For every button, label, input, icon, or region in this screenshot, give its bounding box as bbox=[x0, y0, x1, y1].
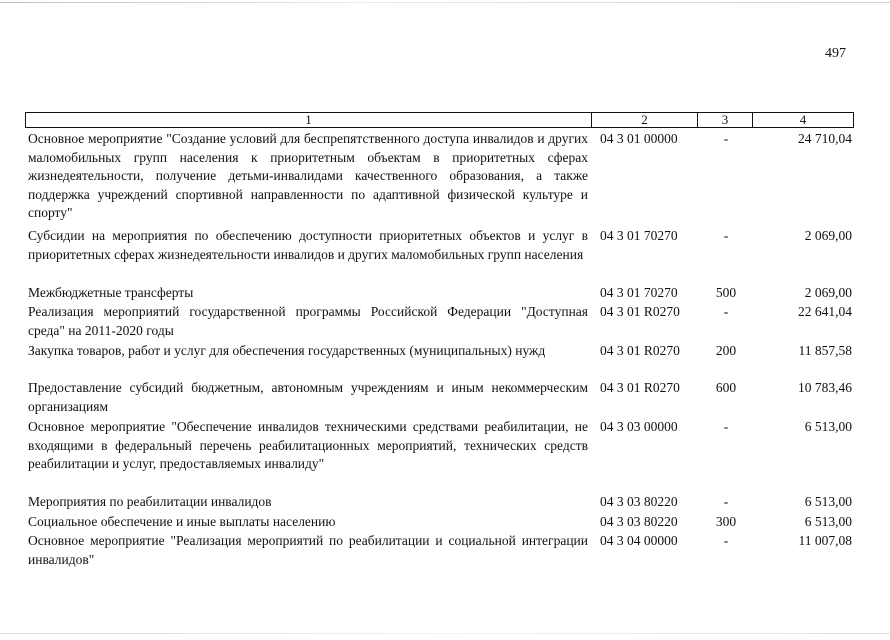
row-code: 04 3 01 R0270 bbox=[600, 343, 680, 358]
row-type: 200 bbox=[715, 343, 737, 358]
row-code: 04 3 03 80220 bbox=[600, 494, 678, 509]
row-type: 300 bbox=[715, 514, 737, 529]
row-sum: 6 513,00 bbox=[804, 514, 852, 529]
row-sum: 2 069,00 bbox=[804, 285, 852, 300]
row-sum: 2 069,00 bbox=[804, 228, 852, 243]
row-name: Основное мероприятие "Реализация мероприятий по реабилитации и социальной интеграции инвалидов" bbox=[28, 533, 588, 567]
row-code: 04 3 03 80220 bbox=[600, 514, 678, 529]
row-type: - bbox=[723, 533, 729, 548]
row-sum: 10 783,46 bbox=[798, 380, 852, 395]
row-type: - bbox=[723, 228, 729, 243]
row-type: - bbox=[723, 494, 729, 509]
row-sum: 24 710,04 bbox=[798, 131, 852, 146]
row-sum: 22 641,04 bbox=[798, 304, 852, 319]
scan-edge-bottom bbox=[0, 633, 890, 634]
row-name: Основное мероприятие "Создание условий для беспрепятственного доступа инвалидов и других маломобильных групп населения к приоритетным объектам в приоритетных сферах жизнедеятельности, получение детьми-инвалидами качественного образования, а также поддержка учреждений спортивной направленности по адаптивной физической культуре и спорту" bbox=[28, 131, 588, 221]
row-name: Закупка товаров, работ и услуг для обеспечения государственных (муниципальных) нужд bbox=[28, 343, 546, 358]
row-code: 04 3 01 R0270 bbox=[600, 380, 680, 395]
row-sum: 11 857,58 bbox=[798, 343, 852, 358]
row-code: 04 3 03 00000 bbox=[600, 419, 678, 434]
row-name: Субсидии на мероприятия по обеспечению доступности приоритетных объектов и услуг в приоритетных сферах жизнедеятельности инвалидов и других маломобильных групп населения bbox=[28, 228, 588, 262]
row-type: - bbox=[723, 419, 729, 434]
row-name: Предоставление субсидий бюджетным, автономным учреждениям и иным некоммерческим организациям bbox=[28, 380, 588, 414]
row-code: 04 3 04 00000 bbox=[600, 533, 678, 548]
header-col-1: 1 bbox=[26, 113, 592, 127]
row-type: - bbox=[723, 131, 729, 146]
header-col-4: 4 bbox=[799, 112, 807, 127]
row-name: Социальное обеспечение и иные выплаты населению bbox=[28, 514, 336, 529]
row-sum: 6 513,00 bbox=[804, 494, 852, 509]
row-name: Основное мероприятие "Обеспечение инвалидов техническими средствами реабилитации, не входящими в федеральный перечень реабилитационных мероприятий, технических средств реабилитации и услуг, предоставляемых инвалиду" bbox=[28, 419, 588, 472]
row-type: 500 bbox=[715, 285, 737, 300]
row-sum: 11 007,08 bbox=[798, 533, 852, 548]
row-code: 04 3 01 70270 bbox=[600, 228, 678, 243]
row-type: 600 bbox=[715, 380, 737, 395]
row-code: 04 3 01 70270 bbox=[600, 285, 678, 300]
scan-edge-top bbox=[0, 2, 890, 3]
row-code: 04 3 01 00000 bbox=[600, 131, 678, 146]
header-col-3: 3 bbox=[698, 113, 753, 127]
row-sum: 6 513,00 bbox=[804, 419, 852, 434]
row-type: - bbox=[723, 304, 729, 319]
page-number: 497 bbox=[825, 46, 846, 61]
row-name: Реализация мероприятий государственной программы Российской Федерации "Доступная среда" на 2011-2020 годы bbox=[28, 304, 588, 338]
row-code: 04 3 01 R0270 bbox=[600, 304, 680, 319]
row-name: Мероприятия по реабилитации инвалидов bbox=[28, 494, 272, 509]
header-col-2: 2 bbox=[592, 113, 698, 127]
row-name: Межбюджетные трансферты bbox=[28, 285, 194, 300]
table-header bbox=[25, 112, 854, 128]
